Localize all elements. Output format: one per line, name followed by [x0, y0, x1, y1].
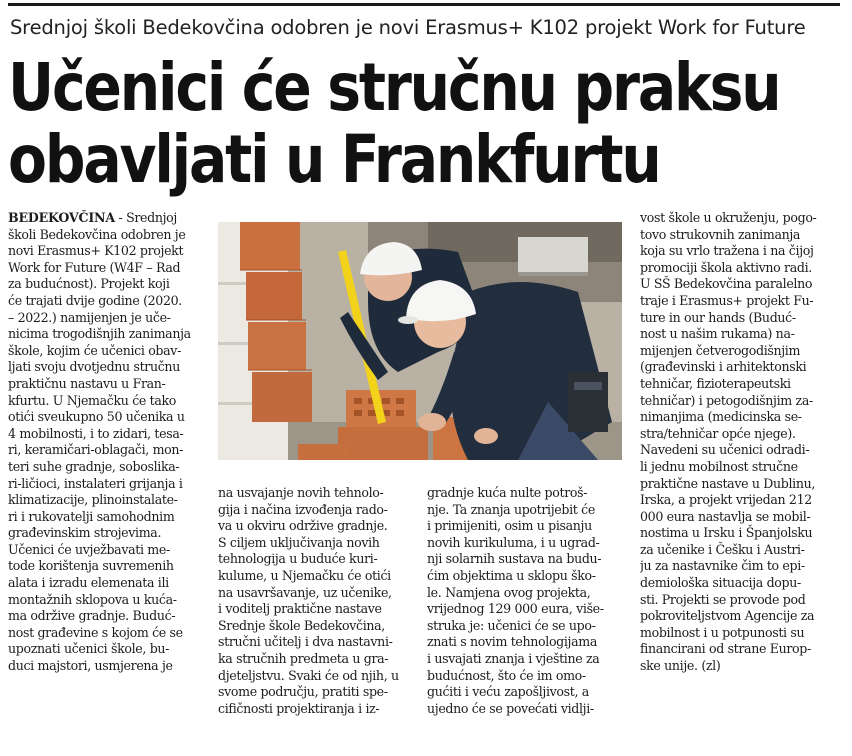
article-column-3: gradnje kuća nulte potroš- nje. Ta znanja upotrijebit će i primijeniti, osim u pisanju novih kurikuluma, i u ugrad- nji solarnih sustava na budu- ćim objektima u sklopu ško- le. Namjena ovog projekta, vrijednog 129 000 eura, više- struka je: učenici će se upo- znati s novim tehnologijama i usvajati znanja i vještine za budućnost, što će im omo- gućiti i veću zapošljivost, a ujedno će se povećati vidlji- [427, 485, 604, 716]
headline-line-2: obavljati u Frankfurtu [8, 121, 660, 198]
photo-illustration [218, 222, 622, 460]
article-headline [8, 49, 780, 198]
article-kicker: Srednjoj školi Bedekovčina odobren je novi Erasmus+ K102 projekt Work for Future [10, 16, 806, 39]
article-column-1 [8, 210, 202, 750]
column-1-text: - Srednjoj školi Bedekovčina odobren je novi Erasmus+ K102 projekt Work for Future (W4F – Rad za budućnost). Projekt koji će trajati dvije godine (2020. – 2022.) namijenjen je uče- nicima trogodišnjih zanimanja škole, kojim će učenici obav- ljati svoju dvotjednu stručnu praktičnu nastavu u Fran- kfurtu. U Njemačku će tako otići sveukupno 50 učenika u 4 mobilnosti, i to zidari, tesa- ri, keramičari-oblagači, mon- teri suhe gradnje, soboslika- ri-ličioci, instalateri grijanja i klimatizacije, plinoinstalate- ri i rukovatelji samohodnim građevinskim strojevima. Učenici će uvježbavati me- tode korištenja suvremenih alata i izradu elemenata ili montažnih sklopova u kuća- ma održive gradnje. Buduć- nost građevine s kojom će se upoznati učenici škole, bu- duci majstori, usmjerena je [8, 210, 191, 674]
article-column-2: na usvajanje novih tehnolo- gija i načina izvođenja rado- va u okviru održive gradnje. S ciljem uključivanja novih tehnologija u buduće kuri- kulume, u Njemačku će otići na usavršavanje, uz učenike, i voditelj praktične nastave Srednje škole Bedekovčina, stručni učitelj i dva nastavni- ka stručnih predmeta u gra- djeteljstvu. Svaki će od njih, u svome području, pratiti spe- cifičnosti projektiranja i iz- [218, 485, 399, 716]
headline-line-1: Učenici će stručnu praksu [8, 49, 780, 126]
article-photo [218, 222, 622, 460]
top-rule [8, 3, 840, 6]
article-column-4: vost škole u okruženju, pogo- tovo strukovnih zanimanja koja su vrlo tražena i na čijoj promociji škola aktivno radi. U SŠ Bedekovčina paralelno traje i Erasmus+ projekt Fu- ture in our hands (Buduć- nost u našim rukama) na- mijenjen četverogodišnjim (građevinski i arhitektonski tehničar, fizioterapeutski tehničar) i petogodišnjim za- nimanjima (medicinska se- stra/tehničar opće njege). Navedeni su učenici odradi- li jednu mobilnost stručne praktične nastave u Dublinu, Irska, a projekt vrijedan 212 000 eura nastavlja se mobil- nostima u Irsku i Španjolsku za učenike i Češku i Austri- ju za nastavnike čim to epi- demiološka situacija dopu- sti. Projekti se provode pod pokroviteljstvom Agencije za mobilnost i u potpunosti su financirani od strane Europ- ske unije. (zl) [640, 210, 817, 674]
dateline: BEDEKOVČINA [8, 210, 115, 225]
